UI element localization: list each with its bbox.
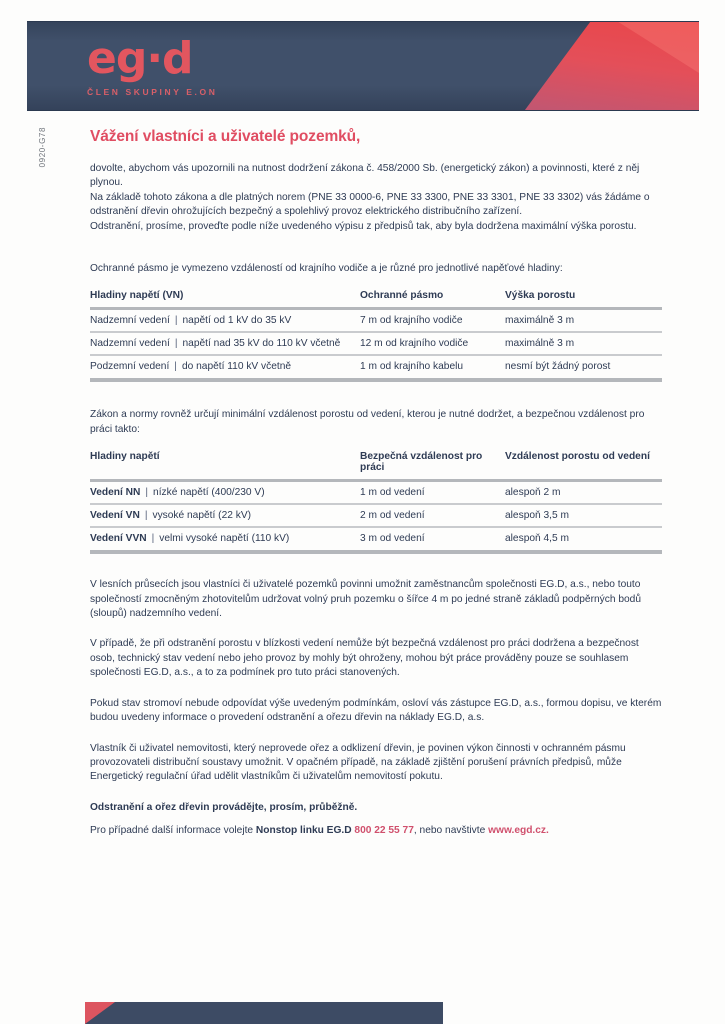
growth-distance-cell: alespoň 4,5 m: [505, 533, 569, 545]
table-header-row: [90, 449, 662, 482]
distance-table: [90, 449, 662, 554]
intro-line: dovolte, abychom vás upozornili na nutnost dodržení zákona č. 458/2000 Sb. (energetický zákon) a povinnosti, které z něj plynou.: [90, 163, 640, 189]
pipe-separator: |: [151, 533, 155, 545]
egd-logo: [87, 33, 218, 97]
voltage-level-cell: Vedení VVN | velmi vysoké napětí (110 kV): [90, 533, 290, 545]
growth-cell: maximálně 3 m: [505, 338, 575, 350]
pipe-separator: |: [174, 338, 178, 350]
table-row: [90, 505, 662, 528]
header-banner: [27, 21, 699, 111]
table-row: [90, 482, 662, 505]
egd-logo-text: eg·d: [87, 33, 193, 84]
table-header-row: [90, 288, 662, 310]
closing-instruction: Odstranění a ořez dřevin provádějte, prosím, průběžně.: [90, 801, 358, 813]
paragraph-penalties: Vlastník či uživatel nemovitosti, který neprovede ořez a odklizení dřevin, je povinen výkon činnosti v ochranném pásmu provozovateli distribuční soustavy umožnit. V opačném případě, na základě zjištění porušení právních předpisů, může Energetický regulační úřad udělit vlastníkům či uživatelům nemovitostí pokutu.: [90, 742, 626, 783]
zone-cell: 12 m od krajního vodiče: [360, 338, 469, 350]
voltage-level-cell: Vedení NN | nízké napětí (400/230 V): [90, 487, 265, 499]
pipe-separator: |: [145, 487, 149, 499]
paragraph-safety-conditions: V případě, že při odstranění porostu v blízkosti vedení nemůže být bezpečná vzdálenost pro práci dodržena a bezpečnost osob, technický stav vedení nebo jeho provoz by mohly být ohroženy, mohou být práce prováděny pouze se souhlasem společnosti EG.D, a.s., a to za podmínek pro tuto práci stanovených.: [90, 638, 639, 679]
intro-line: Odstranění, prosíme, proveďte podle níže uvedeného výpisu z předpisů tak, aby byla dodržena maximální výška porostu.: [90, 220, 637, 232]
table-row: [90, 310, 662, 333]
nonstop-line-label: Nonstop linku EG.D: [255, 825, 355, 837]
table-row: [90, 356, 662, 378]
website-link: www.egd.cz.: [488, 825, 549, 837]
growth-cell: maximálně 3 m: [505, 315, 575, 327]
growth-distance-cell: alespoň 3,5 m: [505, 510, 569, 522]
pipe-separator: |: [144, 510, 148, 522]
column-header: Vzdálenost porostu od vedení: [505, 451, 650, 463]
column-header: Ochranné pásmo: [360, 290, 444, 302]
work-distance-cell: 2 m od vedení: [360, 510, 425, 522]
pipe-separator: |: [174, 361, 177, 373]
phone-number: 800 22 55 77: [354, 825, 414, 837]
voltage-level-cell: Nadzemní vedení | napětí nad 35 kV do 110 kV včetně: [90, 338, 341, 350]
voltage-level-cell: Vedení VN | vysoké napětí (22 kV): [90, 510, 252, 522]
section1-lead: Ochranné pásmo je vymezeno vzdáleností od krajního vodiče a je různé pro jednotlivé napěťové hladiny:: [90, 263, 563, 275]
contact-line: [90, 824, 662, 838]
voltage-level-cell: Nadzemní vedení | napětí od 1 kV do 35 kV: [90, 315, 292, 327]
egd-logo-tagline: ČLEN SKUPINY E.ON: [87, 87, 218, 97]
table-row: [90, 528, 662, 550]
intro-line: Na základě tohoto zákona a dle platných norem (PNE 33 0000-6, PNE 33 3300, PNE 33 3301, PNE 33 3302) vás žádáme o odstranění dřevin ohrožujících bezpečný a spolehlivý provoz elektrického distribučního zařízení.: [90, 191, 650, 218]
next-page-banner-edge: [85, 1002, 443, 1024]
voltage-level-cell: Podzemní vedení | do napětí 110 kV včetně: [90, 361, 292, 373]
paragraph-forest-corridors: V lesních průsecích jsou vlastníci či uživatelé pozemků povinni umožnit zaměstnancům společnosti EG.D, a.s., nebo touto společností zmocněným zhotovitelům udržovat volný pruh pozemku o šířce 4 m po jedné straně základů podpěrných bodů (sloupů) nadzemního vedení.: [90, 579, 641, 620]
letter-body: [90, 128, 662, 839]
contact-prefix: Pro případné další informace volejte: [90, 825, 256, 837]
protective-zone-table: [90, 288, 662, 382]
print-code: 0920-G78: [38, 127, 47, 168]
column-header: Výška porostu: [505, 290, 576, 302]
column-header: Hladiny napětí: [90, 451, 160, 463]
paragraph-noncompliance-letter: Pokud stav stromoví nebude odpovídat výše uvedeným podmínkám, osloví vás zástupce EG.D, a.s., formou dopisu, ve kterém budou uvedeny informace o provedení odstranění a ořezu dřevin na náklady EG.D, a.s.: [90, 697, 662, 724]
column-header: Bezpečná vzdálenost pro práci: [360, 451, 483, 474]
intro-paragraph: [90, 162, 662, 234]
table-row: [90, 333, 662, 356]
page-title: Vážení vlastníci a uživatelé pozemků,: [90, 128, 361, 145]
growth-distance-cell: alespoň 2 m: [505, 487, 561, 499]
zone-cell: 1 m od krajního kabelu: [360, 361, 464, 373]
contact-mid: , nebo navštivte: [413, 825, 489, 837]
section2-lead: Zákon a normy rovněž určují minimální vzdálenost porostu od vedení, kterou je nutné dodržet, a bezpečnou vzdálenost pro práci takto:: [90, 409, 645, 435]
work-distance-cell: 1 m od vedení: [360, 487, 425, 499]
next-page-banner-accent: [85, 1002, 115, 1024]
pipe-separator: |: [174, 315, 178, 327]
work-distance-cell: 3 m od vedení: [360, 533, 425, 545]
column-header: Hladiny napětí (VN): [90, 290, 184, 302]
zone-cell: 7 m od krajního vodiče: [360, 315, 463, 327]
growth-cell: nesmí být žádný porost: [505, 361, 611, 373]
